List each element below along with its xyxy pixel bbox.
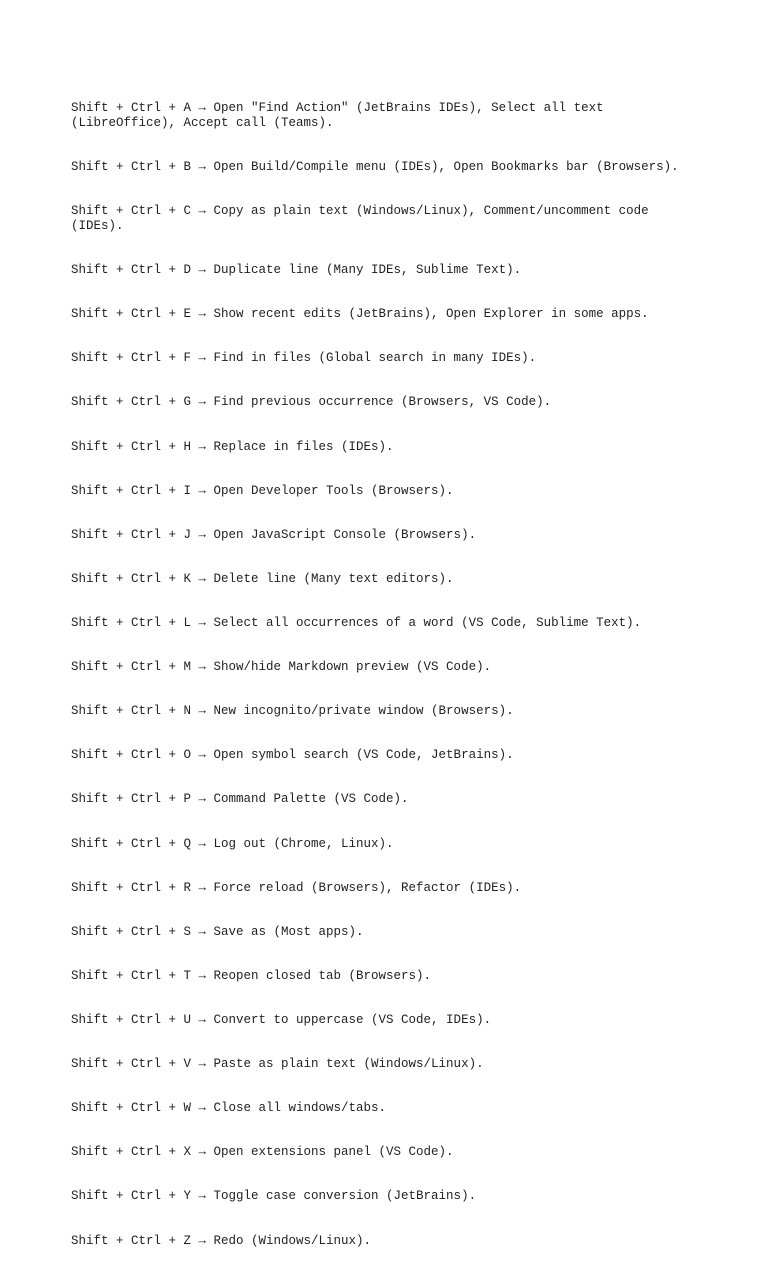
- shortcut-entry-p: Shift + Ctrl + P → Command Palette (VS Code).: [71, 792, 409, 807]
- shortcut-entry-m: Shift + Ctrl + M → Show/hide Markdown preview (VS Code).: [71, 660, 492, 675]
- shortcut-entry-s: Shift + Ctrl + S → Save as (Most apps).: [71, 924, 364, 939]
- shortcut-entry-l: Shift + Ctrl + L → Select all occurrences of a word (VS Code, Sublime Text).: [71, 616, 642, 631]
- shortcut-entry-u: Shift + Ctrl + U → Convert to uppercase (VS Code, IDEs).: [71, 1013, 492, 1027]
- shortcut-entry-q: Shift + Ctrl + Q → Log out (Chrome, Linux).: [71, 836, 394, 851]
- shortcut-entry-w: Shift + Ctrl + W → Close all windows/tabs.: [71, 1101, 387, 1116]
- shortcut-entry-e: Shift + Ctrl + E → Show recent edits (JetBrains), Open Explorer in some apps.: [71, 307, 649, 322]
- shortcut-list: [71, 72, 711, 1263]
- shortcut-entry-g: Shift + Ctrl + G → Find previous occurrence (Browsers, VS Code).: [71, 395, 552, 410]
- shortcut-entry-i: Shift + Ctrl + I → Open Developer Tools (Browsers).: [71, 483, 454, 498]
- shortcut-entry-k: Shift + Ctrl + K → Delete line (Many text editors).: [71, 571, 454, 586]
- shortcut-entry-h: Shift + Ctrl + H → Replace in files (IDEs).: [71, 439, 394, 454]
- shortcut-entry-t: Shift + Ctrl + T → Reopen closed tab (Browsers).: [71, 968, 432, 983]
- shortcut-entry-d: Shift + Ctrl + D → Duplicate line (Many IDEs, Sublime Text).: [71, 263, 522, 278]
- shortcut-entry-v: Shift + Ctrl + V → Paste as plain text (Windows/Linux).: [71, 1057, 484, 1072]
- shortcut-entry-z: Shift + Ctrl + Z → Redo (Windows/Linux).: [71, 1233, 372, 1248]
- shortcut-entry-b: Shift + Ctrl + B → Open Build/Compile menu (IDEs), Open Bookmarks bar (Browsers).: [71, 160, 679, 175]
- shortcut-entry-c: Shift + Ctrl + C → Copy as plain text (Windows/Linux), Comment/uncomment code (IDEs).: [71, 204, 649, 234]
- shortcut-entry-x: Shift + Ctrl + X → Open extensions panel (VS Code).: [71, 1145, 454, 1160]
- shortcut-entry-a: Shift + Ctrl + A → Open "Find Action" (JetBrains IDEs), Select all text (LibreOffice), Accept call (Teams).: [71, 101, 604, 131]
- shortcut-entry-n: Shift + Ctrl + N → New incognito/private window (Browsers).: [71, 704, 514, 719]
- shortcut-entry-r: Shift + Ctrl + R → Force reload (Browsers), Refactor (IDEs).: [71, 880, 522, 895]
- shortcut-entry-f: Shift + Ctrl + F → Find in files (Global search in many IDEs).: [71, 351, 537, 366]
- shortcut-entry-j: Shift + Ctrl + J → Open JavaScript Console (Browsers).: [71, 527, 477, 542]
- shortcut-entry-y: Shift + Ctrl + Y → Toggle case conversion (JetBrains).: [71, 1189, 477, 1204]
- shortcut-entry-o: Shift + Ctrl + O → Open symbol search (VS Code, JetBrains).: [71, 748, 514, 763]
